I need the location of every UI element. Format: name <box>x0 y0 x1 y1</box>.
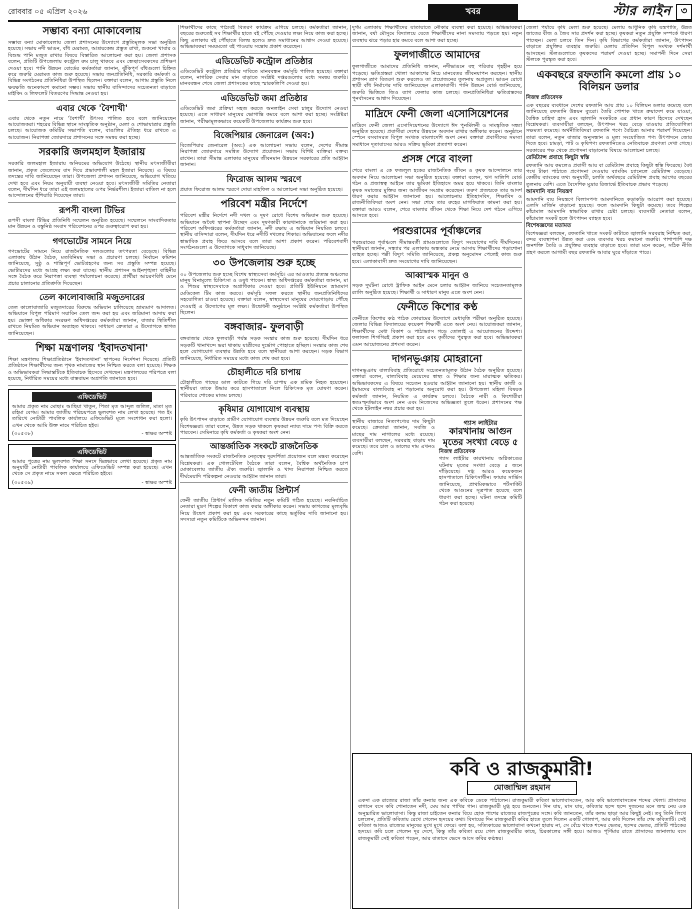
article-body: এডিডেভিট কন্ট্রোল প্রতিষ্ঠার দাবিতে মানববন্ধন কর্মসূচি পালিত হয়েছে। বক্তারা বলেন, নাগরিক সেবার মান বাড়াতে সংশ্লিষ্ট দপ্তরগুলোর মধ্যে সমন্বয় জরুরি। মানববন্ধন শেষে জেলা প্রশাসকের কাছে স্মারকলিপি দেওয়া হয়। <box>180 68 348 88</box>
article-printers <box>180 486 348 526</box>
article-body: ফুলগাজীতে আমাদের প্রতিনিধি জানান, নদীভাঙনে বহু পরিবার গৃহহীন হয়ে পড়েছে। ক্ষতিগ্রস্তরা খোলা আকাশের নিচে মানবেতর জীবনযাপন করছেন। স্থানীয় প্রশাসন ত্রাণ বিতরণ শুরু করলেও তা প্রয়োজনের তুলনায় অপ্রতুল। ভাঙন রোধে স্থায়ী বাঁধ নির্মাণের দাবি জানিয়েছেন এলাকাবাসী। পানি উন্নয়ন বোর্ড জানিয়েছে, জরুরি ভিত্তিতে জিও ব্যাগ ফেলার কাজ চলছে। জনপ্রতিনিধিরা ক্ষতিগ্রস্তদের পুনর্বাসনের আশ্বাস দিয়েছেন। <box>352 64 522 103</box>
article-headline: ফেনীতে কিশোর কণ্ঠ <box>396 301 478 313</box>
article-market: স্থানীয় বাজারে নিত্যপণ্যের দাম কিছুটা কমেছে। ক্রেতারা জানান, সবজি ও মাছের দাম নাগালের মধ্যে রয়েছে। ব্যবসায়ীরা বলছেন, সরবরাহ বাড়ায় দাম কমেছে। তবে চাল ও ডালের দাম এখনও বেশি। <box>352 418 435 457</box>
article-headline: ফুলগাজীতে আমাদের <box>394 50 480 62</box>
column-4 <box>526 25 692 749</box>
article-jalmahal <box>8 147 176 202</box>
ad-ref: (৩০৫৩৮) <box>12 431 33 438</box>
article-sherebangla <box>352 154 522 222</box>
article-body: এক বছরের ব্যবধানে দেশের রফতানি আয় প্রায় ১০ বিলিয়ন ডলার কমেছে বলে জানিয়েছে রফতানি উন্নয়ন ব্যুরো। তৈরি পোশাক খাতে ক্রয়াদেশ কমে যাওয়া, বৈশ্বিক চাহিদা হ্রাস এবং জ্বালানি সংকটকে এর প্রধান কারণ হিসেবে দেখছেন বিশ্লেষকরা। ব্যবসায়ীরা বলছেন, উৎপাদন খরচ বেড়ে যাওয়ায় প্রতিযোগিতা সক্ষমতা কমেছে। অর্থনীতিবিদরা রফতানি পণ্যে বৈচিত্র্য আনার পরামর্শ দিয়েছেন। তারা বলেন, নতুন বাজার অনুসন্ধান ও মূল্য সংযোজিত পণ্য উৎপাদনে জোর দিতে হবে। চামড়া, পাট ও কৃষিপণ্য রফতানিতেও নেতিবাচক প্রবণতা দেখা গেছে। সরকারের পক্ষ থেকে প্রণোদনা বাড়ানোর বিষয়ে আলোচনা চলছে। <box>526 102 692 154</box>
article-general <box>180 131 348 172</box>
article-headline: বঙ্গবাজার- ফুলবাড়ী <box>224 322 304 334</box>
article-books <box>180 25 348 54</box>
ad-footer <box>12 431 172 437</box>
article-headline: ফেনী জাতীয় প্রিন্টার্স <box>228 486 300 497</box>
column-divider <box>178 25 179 909</box>
ad-sign: - স্বাক্ষর অস্পষ্ট <box>141 479 172 486</box>
article-headline: কৃষিমার যোগাযোগ ব্যবস্থায় <box>218 405 310 416</box>
column-3 <box>352 25 522 749</box>
article-body: জেলা পর্যায়ে কৃষি মেলা শুরু হয়েছে। মেলায় আধুনিক কৃষি যন্ত্রপাতি, উন্নত জাতের বীজ ও জৈব সার প্রদর্শন করা হচ্ছে। কৃষকরা নতুন প্রযুক্তি সম্পর্কে ধারণা পাচ্ছেন। মেলা চলবে তিন দিন। কৃষি বিভাগের কর্মকর্তারা জানান, উৎপাদন বাড়াতে প্রযুক্তির ব্যবহার জরুরি। মেলায় প্রতিদিন বিপুল সংখ্যক দর্শনার্থী আসছেন। স্টলগুলোতে কৃষকদের পরামর্শ দেওয়া হচ্ছে। সমাপনী দিনে সেরা স্টলকে পুরস্কৃত করা হবে। <box>526 25 692 64</box>
article-control <box>180 57 348 91</box>
article-subhead: বিশেষজ্ঞদের মতামত <box>526 223 572 230</box>
article-headline: পরিবেশ মন্ত্রীর নির্দেশে <box>220 199 308 211</box>
page-number: ৩ <box>676 4 692 20</box>
article-tv <box>8 206 176 234</box>
article-body: কৃষি উৎপাদন বাড়াতে গ্রামীণ যোগাযোগ ব্যবস্থার উন্নয়ন জরুরি বলে মত দিয়েছেন বিশেষজ্ঞরা। তারা বলেন, উন্নত সড়ক থাকলে কৃষকরা ন্যায্য দামে পণ্য বিক্রি করতে পারবেন। সেমিনারে কৃষি কর্মকর্তা ও কৃষকরা অংশ নেন। <box>180 417 348 437</box>
article-headline: রূপসী বাংলা টিভির <box>58 205 126 216</box>
ad-title: এফিডেভিট <box>32 392 152 402</box>
article-headline: গণভোটের সামনে নিয়ে <box>52 236 132 247</box>
article-body: সরকারি জলমহাল ইজারায় অনিয়মের অভিযোগ উঠেছে। স্থানীয় মৎস্যজীবীরা জানান, প্রকৃত জেলেদের বাদ দিয়ে প্রভাবশালী মহল ইজারা নিয়েছে। এ বিষয়ে তদন্তের দাবি জানিয়েছেন তারা। উপজেলা প্রশাসন জানিয়েছে, অভিযোগ খতিয়ে দেখা হবে এবং নিয়ম অনুযায়ী ব্যবস্থা নেওয়া হবে। মৎস্যজীবী সমিতির নেতারা বলেন, দীর্ঘদিন ধরে তারা এই জলমহালের ওপর নির্ভরশীল। ইজারা বাতিল না হলে আন্দোলনের হুঁশিয়ারি দিয়েছেন তারা। <box>8 161 176 200</box>
ad-sign: - স্বাক্ষর অস্পষ্ট <box>141 431 172 438</box>
article-gas-lighter <box>439 419 522 508</box>
article-road <box>180 322 348 365</box>
article-exports <box>526 69 692 258</box>
article-health <box>180 258 348 320</box>
article-body: শিক্ষা মন্ত্রণালয় শিক্ষাপ্রতিষ্ঠানে 'ইবাদতখানা' স্থাপনের নির্দেশনা দিয়েছে। প্রতিটি প্রতিষ্ঠানে শিক্ষার্থীদের জন্য পৃথক নামাজের স্থান নিশ্চিত করতে বলা হয়েছে। শিক্ষক ও অভিভাবকরা সিদ্ধান্তটিকে ইতিবাচক হিসেবে দেখছেন। মন্ত্রণালয়ের পরিপত্রে বলা হয়েছে, নির্ধারিত সময়ের মধ্যে বাস্তবায়ন অগ্রগতি জানাতে হবে। <box>8 357 176 383</box>
article-boishakhi <box>8 104 176 145</box>
ad-body: আমার পুত্রের নাম ভুলবশত শিক্ষা সনদে ভিন্নভাবে লেখা হয়েছে। প্রকৃত নাম অনুযায়ী নোটারী পাবলিক কার্যালয়ে এফিডেভিট সম্পন্ন করা হয়েছে। এখন থেকে সে প্রকৃত নামে সকল ক্ষেত্রে পরিচিত হইবে। <box>12 458 172 478</box>
article-byline: নিজস্ব প্রতিবেদক <box>526 95 563 102</box>
article-body: ৩০ উপজেলায় শুরু হচ্ছে বিশেষ স্বাস্থ্যসেবা কর্মসূচি। এর আওতায় প্রত্যন্ত অঞ্চলের মানুষ বিনামূল্যে চিকিৎসা ও ওষুধ পাবেন। স্বাস্থ্য অধিদপ্তরের কর্মকর্তারা জানান, মা ও শিশুর স্বাস্থ্যসেবাকে অগ্রাধিকার দেওয়া হবে। প্রতিটি ইউনিয়নে ভ্রাম্যমাণ মেডিকেল টিম কাজ করবে। কর্মসূচি সফল করতে স্থানীয় জনপ্রতিনিধিদের সহযোগিতা চাওয়া হয়েছে। বক্তারা বলেন, স্বাস্থ্যসেবা মানুষের দোরগোড়ায় পৌঁছে দেওয়াই এ উদ্যোগের মূল লক্ষ্য। উদ্বোধনী অনুষ্ঠানে সংশ্লিষ্ট কর্মকর্তারা উপস্থিত ছিলেন। <box>180 271 348 316</box>
poem-box <box>352 753 692 909</box>
article-body: ফেনীতে কিশোর কণ্ঠ পাঠক ফোরামের উদ্যোগে মেধাবৃত্তি পরীক্ষা অনুষ্ঠিত হয়েছে। জেলার বিভিন্ন বিদ্যালয়ের কয়েকশ শিক্ষার্থী এতে অংশ নেয়। আয়োজকরা জানান, শিক্ষার্থীদের মেধা বিকাশ ও পাঠাভ্যাস গড়ে তোলাই এ আয়োজনের উদ্দেশ্য। ফলাফল শিগগিরই প্রকাশ করা হবে এবং কৃতীদের পুরস্কৃত করা হবে। অভিভাবকরা এমন আয়োজনের প্রশংসা করেন। <box>352 315 522 348</box>
article-body: দুর্গম এলাকায় শিক্ষার্থীদের যাতায়াতে নৌকার ব্যবস্থা করা হয়েছে। অভিভাবকরা জানান, বর্ষা মৌসুমে বিদ্যালয়ে যেতে শিক্ষার্থীদের নানা সমস্যায় পড়তে হয়। নতুন ব্যবস্থায় ঝরে পড়ার হার কমবে বলে আশা করা হচ্ছে। <box>352 25 522 44</box>
article-subhead: আমদানি ব্যয় নিয়ন্ত্রণ <box>526 189 573 196</box>
article-body: প্রয়াত ফিরোজ আলম স্মরণে দোয়া মাহফিল ও আলোচনা সভা অনুষ্ঠিত হয়েছে। <box>180 186 343 193</box>
article-body: রূপসী বাংলা টিভির প্রতিনিধি সম্মেলন অনুষ্ঠিত হয়েছে। সম্মেলনে সাংবাদিকতার মান উন্নয়ন ও বস্তুনিষ্ঠ সংবাদ পরিবেশনের ওপর গুরুত্বারোপ করা হয়। <box>8 217 176 231</box>
article-body: তেল কালোবাজারি মজুতদারের বিরুদ্ধে অভিযান চালিয়েছে ভ্রাম্যমাণ আদালত। অভিযানে বিপুল পরিমাণ সয়াবিন তেল জব্দ করা হয় এবং জরিমানা আদায় করা হয়। ভোক্তা অধিকার সংরক্ষণ অধিদপ্তরের কর্মকর্তারা জানান, বাজার স্থিতিশীল রাখতে নিয়মিত অভিযান অব্যাহত থাকবে। সাধারণ ক্রেতারা এ উদ্যোগকে স্বাগত জানিয়েছেন। <box>8 304 176 337</box>
issue-date: রোববার ০৫ এপ্রিল ২০২৬ <box>8 6 88 16</box>
ad-ref: (৩০৫৩৯) <box>12 479 33 486</box>
article-body: বিজেপিয়ার জেনারেল (অব:) এক আলোচনা সভায় বলেন, দেশের সীমান্ত নিরাপত্তা জোরদারে সমন্বিত উদ্যোগ প্রয়োজন। সভায় বিশিষ্ট ব্যক্তিরা বক্তব্য রাখেন। তারা সীমান্ত এলাকার মানুষের জীবনমান উন্নয়নে সরকারের প্রতি আহ্বান জানান। <box>180 143 348 169</box>
article-subhead: রেমিট্যান্স প্রবাহে কিছুটা স্বস্তি <box>526 155 590 162</box>
columns <box>8 25 692 909</box>
page-header <box>8 4 692 22</box>
article-headline: প্রসঙ্গ শেরে বাংলা <box>401 154 473 166</box>
article-body: চৌহালীতে গাছের ডাল কাটতে গিয়ে দরি চাপায় এক শ্রমিক নিহত হয়েছেন। স্থানীয়রা তাকে উদ্ধার করে হাসপাতালে নিলে চিকিৎসক মৃত ঘোষণা করেন। পরিবারে শোকের মাতম চলছে। <box>180 380 348 399</box>
article-body: এবার থেকে নতুন নামে 'বৈশাখী' উৎসব পালিত হবে বলে জানিয়েছেন আয়োজকরা। শহরের বিভিন্ন স্থানে সাংস্কৃতিক অনুষ্ঠান, মেলা ও শোভাযাত্রার প্রস্তুতি চলছে। আয়োজক কমিটির সভাপতি বলেন, বাঙালির ঐতিহ্য ধরে রাখতে এ আয়োজন। নিরাপত্তা জোরদারে প্রশাসনের সঙ্গে সমন্বয় করা হচ্ছে। <box>8 115 176 141</box>
poem-author: মোজাম্মিল রহমান <box>467 781 577 795</box>
affidavit-ad-1 <box>8 389 176 441</box>
article-headline: এবার থেকে 'বৈশাখী' <box>56 103 128 114</box>
article-headline: আন্তর্জাতিক সংকটে রাজনৈতিক <box>210 442 318 453</box>
ad-footer <box>12 480 172 486</box>
article-accident <box>180 368 348 402</box>
article-headline: শিক্ষা মন্ত্রণালয় 'ইবাদতখানা' <box>35 343 149 354</box>
article-dagonbhuiyan <box>352 354 522 416</box>
section-tag: খবর <box>428 4 518 20</box>
article-madrid <box>352 109 522 152</box>
article-headline: ফিরোজ আলম স্মরণে <box>226 174 302 185</box>
article-headline: মাদ্রিদে ফেনী জেলা এসোসিয়েশনের <box>365 108 509 120</box>
gas-title: কারখানায় আগুন মৃতের সংখ্যা বেড়ে ৫ <box>442 426 519 448</box>
article-oil <box>8 293 176 340</box>
article-body: বিশেষজ্ঞরা বলছেন, রফতানি খাতে সংকট কাটাতে জ্বালানি সরবরাহ নিশ্চিত করা, বন্দর ব্যবস্থাপনা উন্নত করা এবং ব্যবসার খরচ কমানো জরুরি। পাশাপাশি দক্ষ জনশক্তি তৈরি ও প্রযুক্তির ব্যবহার বাড়াতে হবে। তারা মনে করেন, সঠিক নীতি গ্রহণ করলে আগামী বছর রফতানি আবার ঘুরে দাঁড়াতে পারে। <box>526 230 692 256</box>
article-body: গ্যাস লাইটার কারখানায় অগ্নিকাণ্ডের ঘটনায় মৃতের সংখ্যা বেড়ে ৫ জনে দাঁড়িয়েছে। দগ্ধ আরও কয়েকজন হাসপাতালে চিকিৎসাধীন। ফায়ার সার্ভিস জানিয়েছে, প্রাথমিকভাবে শর্টসার্কিট থেকে আগুনের সূত্রপাত হয়েছে বলে ধারণা করা হচ্ছে। ঘটনা তদন্তে কমিটি গঠন করা হয়েছে। <box>439 456 522 508</box>
article-headline: বিজেপিয়ার জেনারেল (অব:) <box>213 131 315 142</box>
ad-title: এফিডেভিট <box>32 447 152 457</box>
article-body: মাদ্রিদে ফেনী জেলা এসোসিয়েশনের উদ্যোগে ঈদ পুনর্মিলনী ও সাংস্কৃতিক সন্ধ্যা অনুষ্ঠিত হয়েছে। প্রবাসীরা দেশের উন্নয়নে অবদান রাখার অঙ্গীকার করেন। অনুষ্ঠানে স্পেনে বসবাসরত বিপুল সংখ্যক বাংলাদেশি অংশ নেন। বক্তারা প্রবাসীদের সমস্যা সমাধানে দূতাবাসের আরও সক্রিয় ভূমিকা প্রত্যাশা করেন। <box>352 122 522 148</box>
article-body: আমদানি ব্যয় নিয়ন্ত্রণে বিলাসপণ্য আমদানিতে কড়াকড়ি আরোপ করা হয়েছে। এলসি মার্জিন বাড়ানো হয়েছে। ফলে আমদানি কিছুটা কমেছে। তবে শিল্পের কাঁচামাল আমদানি স্বাভাবিক রাখার চেষ্টা চলছে। ব্যবসায়ী নেতারা বলেন, কাঁচামাল সংকট হলে উৎপাদন ব্যাহত হবে। <box>526 196 692 222</box>
ad-body: আমার প্রকৃত নাম মোছাঃ আছিয়া খাতুন, পিতা মৃত আব্দুল জলিল, মাতা মৃত রহিমা বেগম। আমার জাতীয় পরিচয়পত্রে ভুলবশত নাম লেখা হয়েছে। গত ইং তারিখে নোটারী পাবলিক কার্যালয়ে এফিডেভিট মূলে সংশোধন করা হলো। এখন থেকে আমি উক্ত নামে পরিচিত হইব। <box>12 403 172 429</box>
article-body: বঙ্গবাজার থেকে ফুলবাড়ী পর্যন্ত সড়ক সংস্কার কাজ শুরু হয়েছে। দীর্ঘদিন ধরে সড়কটি খানাখন্দে ভরা থাকায় যাত্রীদের দুর্ভোগ পোহাতে হচ্ছিল। সংস্কার কাজ শেষ হলে যোগাযোগ ব্যবস্থার উন্নতি হবে বলে স্থানীয়রা আশা করছেন। সড়ক বিভাগ জানিয়েছে, নির্ধারিত সময়ের মধ্যে কাজ শেষ করা হবে। <box>180 336 348 362</box>
article-headline: আব্বাস্মক মানুন ও <box>405 271 469 282</box>
poem-text: একদা এক রাজ্যের রাজা তাঁর কন্যার জন্য এক কবিকে ডেকে পাঠালেন। রাজকুমারী কবিতা ভালোবাসতেন, আর কবি ভালোবাসতেন শব্দের খেলা। প্রাসাদের বাগানে বসে কবি শোনাতেন নদী, মেঘ আর পাখির গান। রাজকুমারী মুগ্ধ হয়ে শুনতেন। দিন যায়, মাস যায়, কবিতার ছন্দে ছন্দে দুজনের মনে জন্ম নেয় এক অনুচ্চারিত ভালোবাসা। কিন্তু রাজা চাইতেন কন্যার বিয়ে হোক পাশের রাজ্যের রাজপুত্রের সঙ্গে। কবি জানতেন, তাঁর কলম ছাড়া আর কিছুই নেই। তবু তিনি লিখে চললেন, প্রতিটি কবিতায় রেখে গেলেন হৃদয়ের কথা। বিদায়ের দিন রাজকুমারী কবির হাতে তুলে দিলেন একটি গোলাপ, আর কবি দিলেন তাঁর শেষ কবিতাটি। সেই কবিতা আজও রাজ্যের মানুষের মুখে মুখে ফেরে। বলা হয়, সত্যিকারের ভালোবাসা কখনো হারায় না, সে বেঁচে থাকে শব্দের ভেতর, ছন্দের ভেতর, প্রতিটি পাঠকের হৃদয়ে। কবি চলে গেলেন দূর দেশে, কিন্তু তাঁর কবিতা রয়ে গেল রাজকুমারীর কাছে, চিরকালের সঙ্গী হয়ে। আজও পূর্ণিমার রাতে প্রাসাদের জানালায় বসে রাজকুমারী সেই কবিতা পড়েন, আর বাতাসে ভেসে আসে কবির কণ্ঠস্বর। <box>358 798 686 842</box>
article-body: গণভোটের সামনে নিয়ে রাজনৈতিক দলগুলোর তৎপরতা বেড়েছে। বিভিন্ন এলাকায় উঠান বৈঠক, মতবিনিময় সভা ও প্রচারণা চলছে। নির্বাচন কমিশন জানিয়েছে, সুষ্ঠু ও শান্তিপূর্ণ ভোটগ্রহণের জন্য সব প্রস্তুতি সম্পন্ন হয়েছে। ভোটারদের মধ্যে আগ্রহ লক্ষ্য করা যাচ্ছে। স্থানীয় প্রশাসন আইনশৃঙ্খলা বাহিনীর সঙ্গে বৈঠক করে নিরাপত্তা ব্যবস্থা পর্যালোচনা করেছে। প্রার্থীরা আচরণবিধি মেনে প্রচার চালানোর প্রতিশ্রুতি দিয়েছেন। <box>8 248 176 287</box>
article-byline: নিজস্ব প্রতিবেদক <box>439 448 476 455</box>
article-traffic <box>352 271 522 299</box>
article-memorial <box>180 175 348 196</box>
article-education <box>8 343 176 386</box>
article-body: পরশুরামের পূর্বাঞ্চলে সীমান্তবর্তী গ্রামগুলোতে বিদ্যুৎ সংযোগের দাবি দীর্ঘদিনের। স্থানীয়রা জানান, সন্ধ্যার পর এলাকায় অন্ধকার নেমে আসায় শিক্ষার্থীদের পড়াশোনা ব্যাহত হচ্ছে। পল্লী বিদ্যুৎ সমিতি জানিয়েছে, প্রকল্প অনুমোদন পেলেই কাজ শুরু হবে। এলাকাবাসী দ্রুত সংযোগের দাবি জানিয়েছেন। <box>352 239 522 265</box>
article-boats <box>352 25 522 47</box>
affidavit-ad-2 <box>8 444 176 490</box>
article-headline: চৌহালীতে দরি চাপায় <box>227 368 301 378</box>
article-fulgazi <box>352 50 522 105</box>
column-divider <box>350 25 351 909</box>
article-body: দাগনভূঞায় বাল্যবিবাহ প্রতিরোধে সচেতনতামূলক উঠান বৈঠক অনুষ্ঠিত হয়েছে। বক্তারা বলেন, বাল্যবিবাহ মেয়েদের স্বাস্থ্য ও শিক্ষার জন্য মারাত্মক ক্ষতিকর। অভিভাবকদের এ বিষয়ে সচেতন হওয়ার আহ্বান জানানো হয়। স্থানীয় কাজী ও ইমামদের বাল্যবিবাহ না পড়ানোর অনুরোধ করা হয়। উপজেলা মহিলা বিষয়ক কর্মকর্তা জানান, নিয়মিত এ কার্যক্রম চলবে। বৈঠকে নারী ও কিশোরীরা স্বতঃস্ফূর্তভাবে অংশ নেন এবং নিজেদের অভিজ্ঞতা তুলে ধরেন। প্রশাসনের পক্ষ থেকে হটলাইন নম্বর প্রচার করা হয়। <box>352 368 522 413</box>
gas-kicker: গ্যাস লাইটার <box>463 418 498 427</box>
article-body: সড়ক দুর্ঘটনা রোধে ট্রাফিক আইন মেনে চলার আহ্বান জানিয়ে সচেতনতামূলক র‍্যালি অনুষ্ঠিত হয়েছে। শিক্ষার্থী ও সাধারণ মানুষ এতে অংশ নেন। <box>352 283 522 296</box>
article-headline: ৩০ উপজেলায় শুরু হচ্ছে <box>212 257 316 269</box>
bottom-row <box>352 419 522 508</box>
poem-title: কবি ও রাজকুমারী! <box>450 758 594 780</box>
article-body: আন্তর্জাতিক সংকটে রাজনৈতিক নেতৃত্বের দূরদর্শিতা প্রয়োজন বলে মন্তব্য করেছেন বিশ্লেষকরা। এক গোলটেবিল বৈঠকে তারা বলেন, বৈশ্বিক অর্থনৈতিক চাপ মোকাবেলায় জাতীয় ঐক্য জরুরি। জ্বালানি ও খাদ্য নিরাপত্তা নিশ্চিত করতে দীর্ঘমেয়াদি পরিকল্পনা নেওয়ার আহ্বান জানান তারা। <box>180 454 348 480</box>
article-agri-fair <box>526 25 692 66</box>
article-parshuram <box>352 226 522 269</box>
article-referendum <box>8 237 176 290</box>
article-online <box>180 94 348 128</box>
article-body: শিক্ষার্থীদের কাছে পাঠ্যবই বিতরণ কার্যক্রম এগিয়ে চলছে। কর্মকর্তারা জানান, বছরের শুরুতেই সব শিক্ষার্থীর হাতে বই পৌঁছে দেওয়ার লক্ষ্য নিয়ে কাজ করা হচ্ছে। কিছু এলাকায় বই পৌঁছাতে বিলম্ব হলেও দ্রুত সমাধানের আশ্বাস দেওয়া হয়েছে। অভিভাবকরা সময়মতো বই পাওয়ায় সন্তোষ প্রকাশ করেছেন। <box>180 25 348 51</box>
article-headline: এডিডেভিট জমা প্রতিষ্ঠার <box>220 93 308 104</box>
article-headline: দাগনভূঞায় মোহরানো <box>391 354 482 365</box>
article-body: সম্ভাব্য বন্যা মোকাবেলায় জেলা প্রশাসনের উদ্যোগে প্রস্তুতিমূলক সভা অনুষ্ঠিত হয়েছে। সভায় নদী ভাঙন, বাঁধ মেরামত, আশ্রয়কেন্দ্র প্রস্তুত রাখা, শুকনো খাবার ও বিশুদ্ধ পানি মজুত রাখার বিষয়ে বিস্তারিত আলোচনা করা হয়। জেলা প্রশাসক বলেন, প্রতিটি উপজেলায় কন্ট্রোল রুম চালু থাকবে এবং স্বেচ্ছাসেবকদের প্রশিক্ষণ দেওয়া হবে। পানি উন্নয়ন বোর্ডের কর্মকর্তারা জানান, ঝুঁকিপূর্ণ বাঁধগুলো চিহ্নিত করে জরুরি মেরামত কাজ শুরু হয়েছে। সভায় জনপ্রতিনিধি, সরকারি কর্মকর্তা ও বিভিন্ন সংগঠনের প্রতিনিধিরা উপস্থিত ছিলেন। বক্তারা বলেন, আগাম প্রস্তুতি নিলে ক্ষয়ক্ষতি অনেকাংশে কমানো সম্ভব। সভায় স্থানীয় বাসিন্দাদের সচেতনতা বাড়াতে মাইকিং ও লিফলেট বিতরণের সিদ্ধান্ত নেওয়া হয়। <box>8 40 176 98</box>
article-headline: পরশুরামের পূর্বাঞ্চলের <box>392 225 482 237</box>
article-body: পরিবেশ মন্ত্রীর নির্দেশে নদী দখল ও দূষণ রোধে বিশেষ অভিযান শুরু হয়েছে। অভিযানে অবৈধ স্থাপনা উচ্ছেদ এবং দূষণকারী কারখানাকে জরিমানা করা হয়। পরিবেশ অধিদপ্তরের কর্মকর্তারা জানান, নদী রক্ষায় এ অভিযান নিয়মিত চলবে। স্থানীয় বাসিন্দারা বলেন, দীর্ঘদিন ধরে নদীটি দখলের শিকার। অভিযানের ফলে নদীর স্বাভাবিক প্রবাহ ফিরে আসবে বলে তারা আশা প্রকাশ করেন। পরিবেশবাদী সংগঠনগুলো এ উদ্যোগকে সাধুবাদ জানিয়েছে। <box>180 213 348 252</box>
article-flood <box>8 26 176 101</box>
article-kishor <box>352 302 522 351</box>
article-body: রফতানি আয় কমলেও প্রবাসী আয় বা রেমিট্যান্স প্রবাহে কিছুটা স্বস্তি ফিরেছে। বৈধ পথে টাকা পাঠাতে প্রণোদনা দেওয়ায় ব্যাংকিং চ্যানেলে রেমিট্যান্স বেড়েছে। কেন্দ্রীয় ব্যাংকের তথ্য অনুযায়ী, চলতি অর্থবছরে রেমিট্যান্স প্রবাহ আগের বছরের তুলনায় বেশি। এতে বৈদেশিক মুদ্রার রিজার্ভে ইতিবাচক প্রভাব পড়েছে। <box>526 162 692 188</box>
article-body: শেরে বাংলা এ কে ফজলুল হকের রাজনৈতিক জীবন ও কৃষক আন্দোলনে তার অবদান নিয়ে আলোচনা সভা অনুষ্ঠিত হয়েছে। বক্তারা বলেন, ঋণ সালিশি বোর্ড গঠন ও প্রজাস্বত্ব আইনে তার ভূমিকা ইতিহাসে অমর হয়ে থাকবে। তিনি বাংলার কৃষক সমাজের মুক্তির জন্য আজীবন সংগ্রাম করেছেন। তরুণ প্রজন্মকে তার আদর্শ ধারণ করার আহ্বান জানানো হয়। আলোচনায় ইতিহাসবিদ, শিক্ষাবিদ ও রাজনীতিবিদরা অংশ নেন। সভা শেষে তার রুহের মাগফিরাত কামনা করা হয়। বক্তারা আরও বলেন, শেরে বাংলার জীবন থেকে শিক্ষা নিয়ে দেশ গঠনে এগিয়ে আসতে হবে। <box>352 168 522 220</box>
article-headline: একবছরে রফতানি কমলো প্রায় ১০ বিলিয়ন ডলার <box>536 69 682 94</box>
article-headline: সম্ভাব্য বন্যা মোকাবেলায় <box>42 26 142 37</box>
article-international <box>180 442 348 483</box>
article-headline: এডিডেভিট কন্ট্রোল প্রতিষ্ঠার <box>215 56 313 67</box>
article-body: এডিডেভিট জমা প্রক্রিয়া সহজ করতে অনলাইন সেবা চালুর উদ্যোগ নেওয়া হয়েছে। এতে সাধারণ মানুষের ভোগান্তি কমবে বলে আশা করা হচ্ছে। সংশ্লিষ্টরা জানান, পরীক্ষামূলকভাবে কয়েকটি উপজেলায় কার্যক্রম শুরু হবে। <box>180 105 348 125</box>
article-headline: তেল কালোবাজারি মজুতদারের <box>39 292 145 303</box>
article-agri-transport <box>180 405 348 439</box>
column-2 <box>180 25 348 909</box>
column-1 <box>8 25 176 909</box>
gas-headline <box>439 419 522 449</box>
article-headline: সরকারি জলমহাল ইজারায় <box>38 147 146 159</box>
masthead-logo: স্টার লাইন <box>612 3 671 19</box>
article-body: ফেনী জাতীয় প্রিন্টার্স মালিক সমিতির নতুন কমিটি গঠিত হয়েছে। নবনির্বাচিত নেতারা মুদ্রণ শিল্পের বিকাশে কাজ করার অঙ্গীকার করেন। সভায় কাগজের মূল্যবৃদ্ধি নিয়ে উদ্বেগ প্রকাশ করা হয় এবং সরকারের কাছে ভর্তুকির দাবি জানানো হয়। সদস্যরা নতুন কমিটিকে অভিনন্দন জানান। <box>180 498 348 524</box>
article-environment <box>180 199 348 254</box>
